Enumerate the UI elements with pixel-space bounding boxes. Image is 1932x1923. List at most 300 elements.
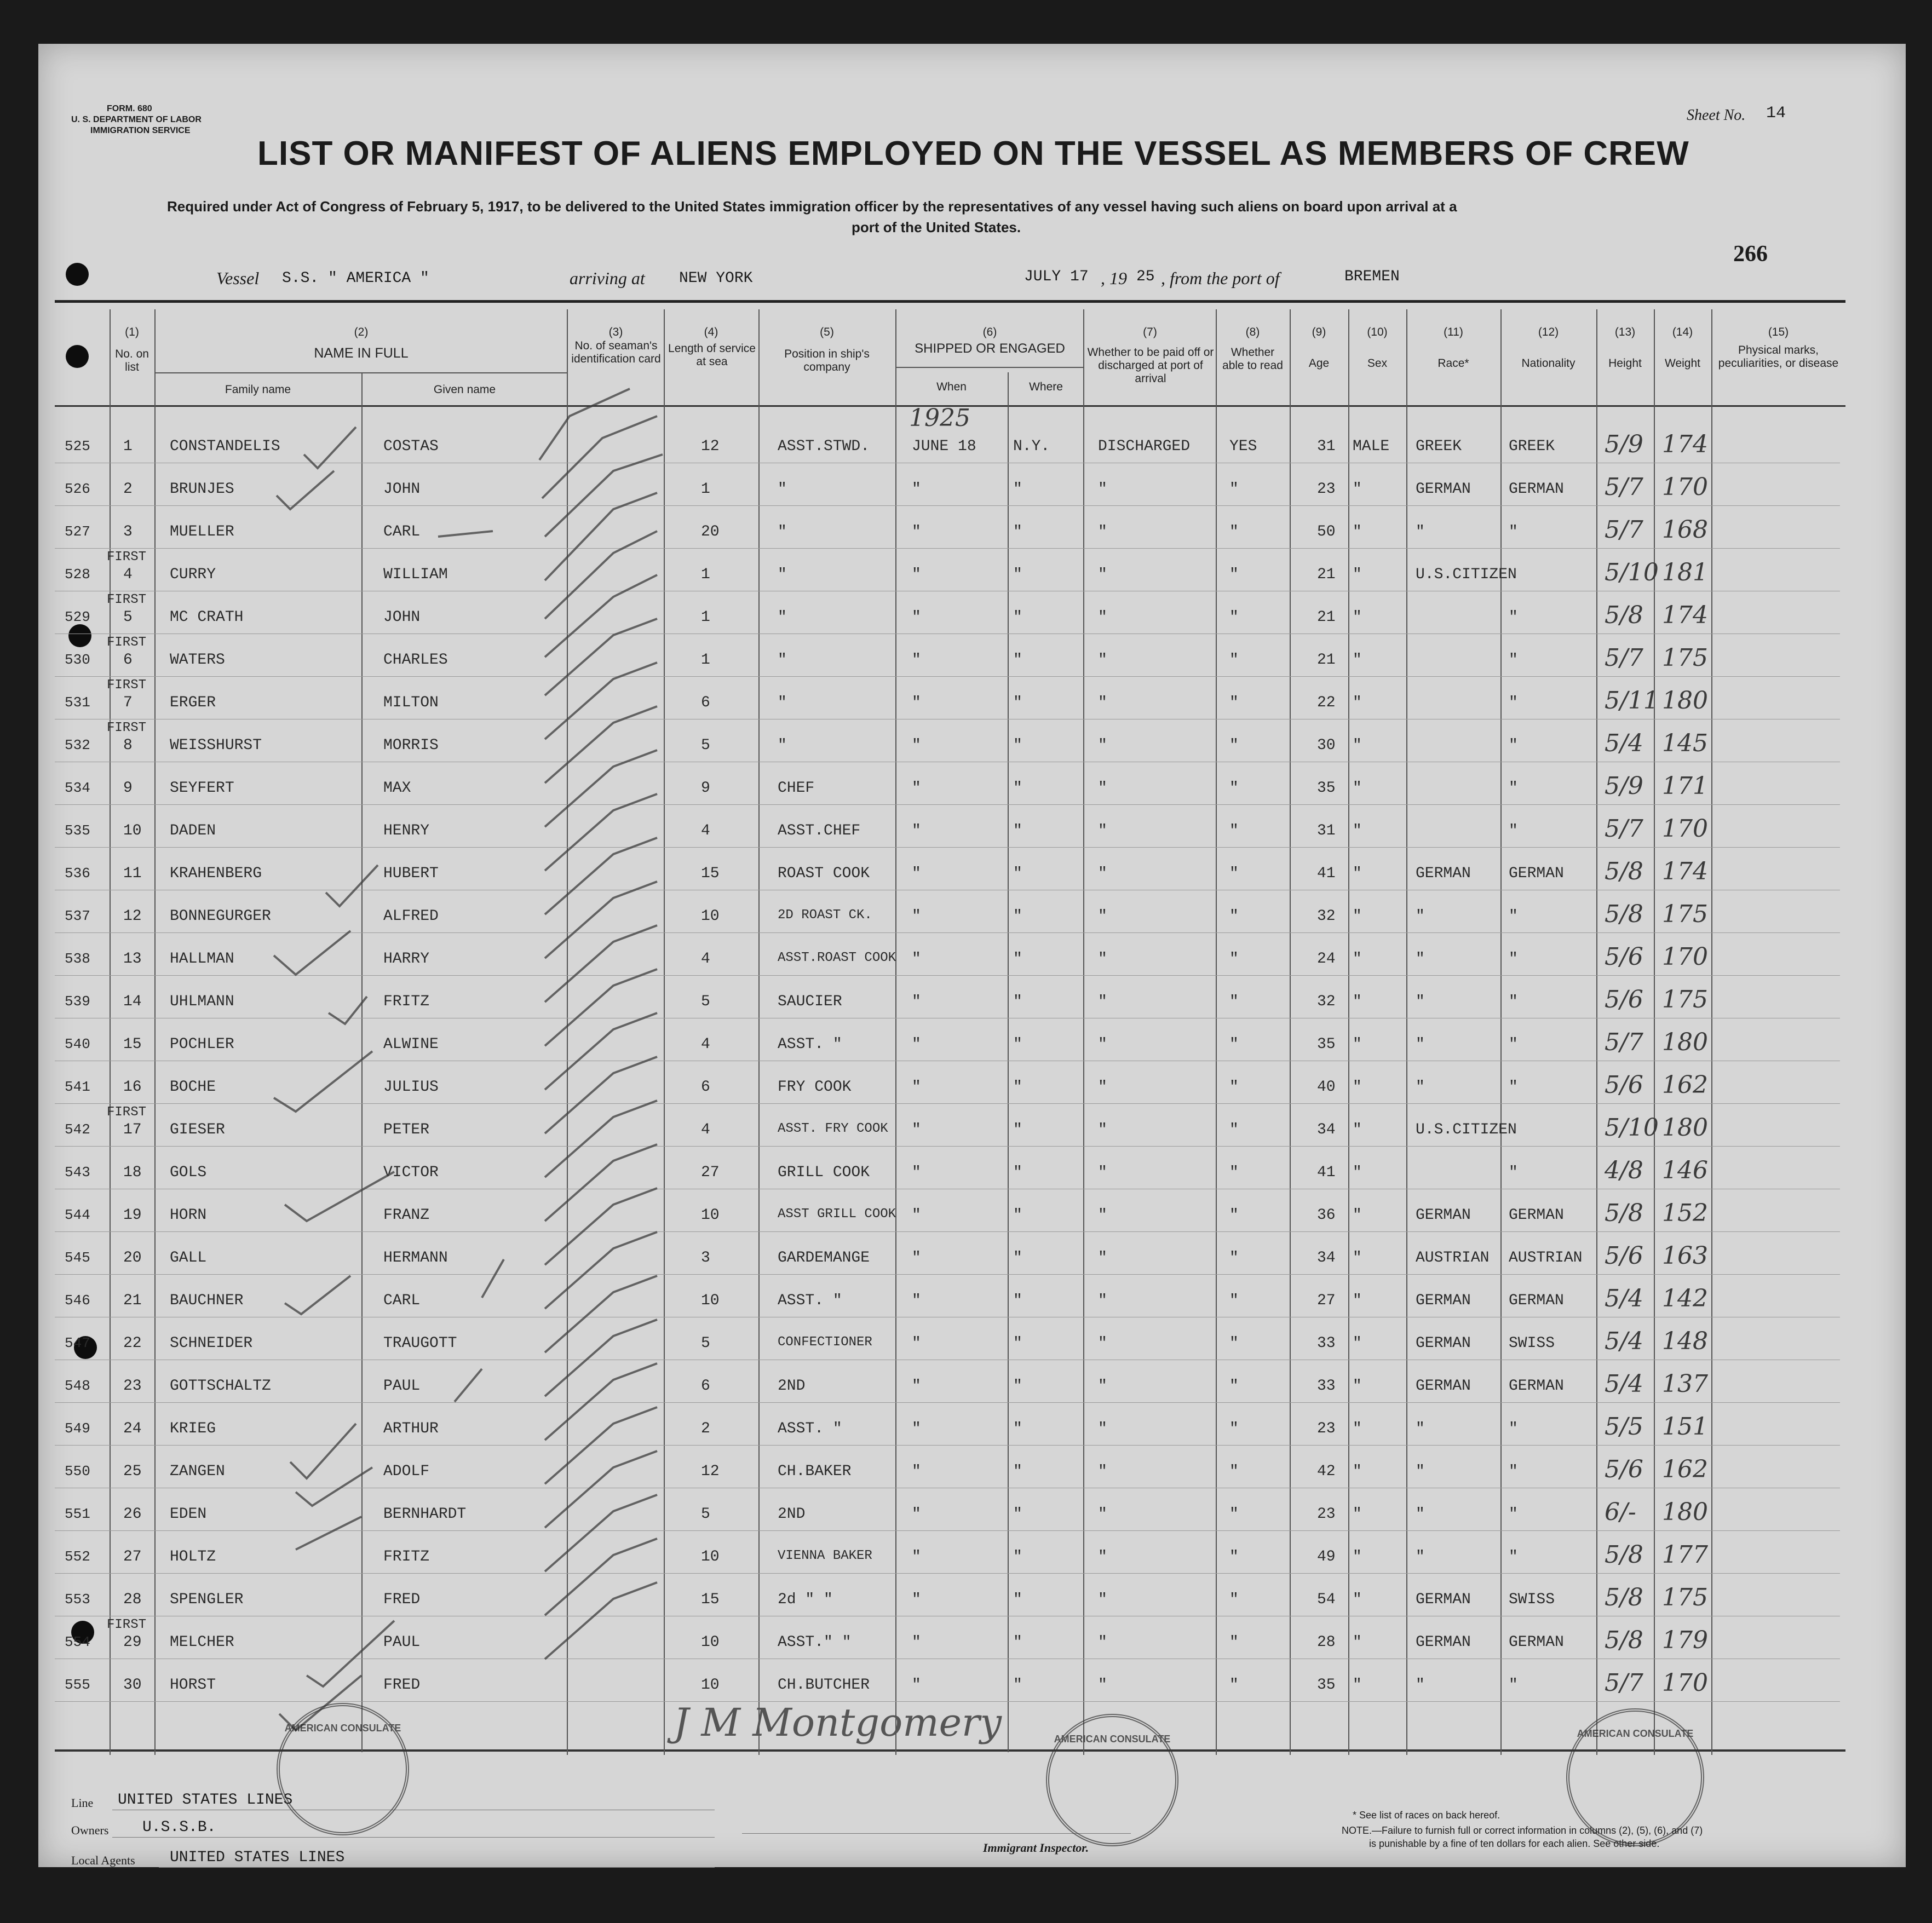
nationality: " [1509,694,1518,711]
age: 35 [1317,1677,1336,1694]
race: GERMAN [1416,1591,1471,1608]
race: " [1416,1677,1425,1694]
footer-rule [159,1867,715,1868]
weight-value: 152 [1662,1199,1708,1227]
signature: J M Montgomery [674,1700,1002,1745]
race: GERMAN [1416,1292,1471,1309]
able-to-read: YES [1229,438,1257,455]
paid-off: " [1098,908,1107,925]
shipped-when: " [912,1378,921,1395]
shipped-where: " [1013,1463,1022,1480]
shipped-when: " [912,865,921,882]
position: FRY COOK [778,1079,852,1096]
row-ref: 540 [65,1036,90,1052]
shipped-when: " [912,1207,921,1224]
race: GERMAN [1416,1378,1471,1395]
length-of-service: 4 [701,1121,710,1138]
col-header: Race* [1438,357,1469,370]
form-number: FORM. 680 [107,104,152,113]
consulate-stamp [277,1703,409,1835]
shipped-when: " [912,1121,921,1138]
row-number: 23 [123,1378,142,1395]
row-ref: 545 [65,1250,90,1266]
able-to-read: " [1229,1121,1239,1138]
position: 2d " " [778,1591,833,1608]
family-name: MUELLER [170,523,234,540]
sex: " [1353,1591,1362,1608]
first-trip-note: FIRST [107,1105,147,1120]
row-ref: 536 [65,865,90,882]
age: 34 [1317,1250,1336,1266]
weight-value: 175 [1662,644,1708,672]
row-ref: 534 [65,780,90,796]
weight-value: 148 [1662,1327,1708,1355]
shipped-when: " [912,1036,921,1053]
family-name: UHLMANN [170,993,234,1010]
line-value: UNITED STATES LINES [118,1792,293,1809]
race: GERMAN [1416,865,1471,882]
sex: " [1353,652,1362,669]
paid-off: " [1098,481,1107,498]
position: CONFECTIONER [778,1335,872,1350]
col-subheader: When [936,381,967,393]
shipped-when: " [912,652,921,669]
able-to-read: " [1229,1335,1239,1352]
row-ref: 525 [65,438,90,454]
sex: " [1353,1548,1362,1565]
nationality: GERMAN [1509,1378,1564,1395]
position: " [778,609,787,626]
col-header-num: (2) [354,326,369,338]
race: " [1416,523,1425,540]
subtitle-line-1: Required under Act of Congress of February 5, 1917, to be delivered to the United States immigration officer by the representatives of any vessel having such aliens on board upon arrival at a [167,198,1457,215]
col-header-num: (5) [820,326,834,338]
weight-value: 175 [1662,986,1708,1014]
row-ref: 532 [65,737,90,753]
footer-rule [112,1837,715,1838]
race-note: * See list of races on back hereof. [1353,1810,1500,1821]
row-number: 11 [123,865,142,882]
height-value: 5/7 [1605,815,1643,843]
weight-value: 174 [1662,857,1708,885]
sex: " [1353,609,1362,626]
col-header-num: (9) [1312,326,1326,338]
shipped-when: " [912,609,921,626]
shipped-where: " [1013,993,1022,1010]
race: " [1416,993,1425,1010]
paid-off: " [1098,609,1107,626]
row-ref: 553 [65,1591,90,1608]
age: 32 [1317,993,1336,1010]
family-name: ERGER [170,694,216,711]
age: 33 [1317,1335,1336,1352]
row-number: 21 [123,1292,142,1309]
shipped-where: " [1013,1335,1022,1352]
consulate-stamp [1566,1708,1704,1846]
shipped-when: " [912,1463,921,1480]
race: GERMAN [1416,481,1471,498]
length-of-service: 3 [701,1250,710,1266]
family-name: GOLS [170,1164,207,1181]
col-header: Whether to be paid off or discharged at port of arrival [1087,346,1214,385]
length-of-service: 4 [701,951,710,968]
height-value: 5/6 [1605,1071,1643,1099]
height-value: 5/6 [1605,943,1643,971]
paid-off: " [1098,951,1107,968]
col-header: Height [1608,357,1642,370]
consulate-stamp [1046,1714,1178,1846]
weight-value: 146 [1662,1156,1708,1184]
able-to-read: " [1229,652,1239,669]
length-of-service: 12 [701,438,720,455]
able-to-read: " [1229,481,1239,498]
age: 31 [1317,822,1336,839]
able-to-read: " [1229,1079,1239,1096]
shipped-when: " [912,1292,921,1309]
given-name: JOHN [383,609,421,626]
age: 28 [1317,1634,1336,1651]
given-name: MILTON [383,694,439,711]
given-name: ARTHUR [383,1420,439,1437]
able-to-read: " [1229,1036,1239,1053]
length-of-service: 6 [701,1378,710,1395]
family-name: EDEN [170,1506,207,1523]
able-to-read: " [1229,737,1239,754]
length-of-service: 1 [701,652,710,669]
row-ref: 550 [65,1463,90,1479]
paid-off: " [1098,822,1107,839]
col-header: NAME IN FULL [314,346,409,361]
position: " [778,652,787,669]
first-trip-note: FIRST [107,721,147,735]
race: AUSTRIAN [1416,1250,1490,1266]
shipped-where: " [1013,1677,1022,1694]
shipped-where: " [1013,1079,1022,1096]
paid-off: " [1098,694,1107,711]
sheet-number: 14 [1766,104,1786,123]
sex: MALE [1353,438,1390,455]
race: GREEK [1416,438,1462,455]
inspector-label: Immigrant Inspector. [983,1841,1089,1855]
first-trip-note: FIRST [107,1617,147,1632]
family-name: CURRY [170,566,216,583]
shipped-where: " [1013,1506,1022,1523]
nationality: " [1509,1164,1518,1181]
position: ASST. " [778,1292,842,1309]
paid-off: " [1098,1250,1107,1266]
length-of-service: 27 [701,1164,720,1181]
first-trip-note: FIRST [107,550,147,565]
age: 31 [1317,438,1336,455]
row-number: 8 [123,737,133,754]
vessel-name: S.S. " AMERICA " [282,270,429,287]
age: 33 [1317,1378,1336,1395]
row-ref: 548 [65,1378,90,1394]
col-header: Weight [1665,357,1700,370]
sex: " [1353,1292,1362,1309]
position: CHEF [778,780,815,797]
length-of-service: 2 [701,1420,710,1437]
nationality: " [1509,1548,1518,1565]
arriving-label: arriving at [570,268,645,288]
sex: " [1353,694,1362,711]
col-header: SHIPPED OR ENGAGED [915,341,1065,356]
height-value: 5/10 [1605,559,1659,586]
family-name: WATERS [170,652,225,669]
length-of-service: 10 [701,1207,720,1224]
row-number: 9 [123,780,133,797]
shipped-where: " [1013,1121,1022,1138]
row-ref: 527 [65,523,90,540]
paid-off: " [1098,1079,1107,1096]
row-number: 1 [123,438,133,455]
able-to-read: " [1229,1463,1239,1480]
length-of-service: 10 [701,1548,720,1565]
position: ASST GRILL COOK [778,1207,896,1222]
position: ROAST COOK [778,865,870,882]
weight-value: 177 [1662,1541,1708,1569]
row-number: 25 [123,1463,142,1480]
weight-value: 171 [1662,772,1708,800]
height-value: 5/7 [1605,516,1643,544]
row-ref: 531 [65,694,90,711]
shipped-when: " [912,1548,921,1565]
height-value: 5/6 [1605,1242,1643,1270]
row-ref: 535 [65,822,90,839]
weight-value: 174 [1662,601,1708,629]
given-name: HUBERT [383,865,439,882]
stamp-text: AMERICAN CONSULATE [1577,1728,1694,1739]
row-number: 17 [123,1121,142,1138]
height-value: 5/8 [1605,1584,1643,1611]
height-value: 5/8 [1605,1199,1643,1227]
race: U.S.CITIZEN [1416,566,1517,583]
family-name: HORN [170,1207,207,1224]
family-name: GOTTSCHALTZ [170,1378,271,1395]
from-label: , from the port of [1161,268,1280,288]
able-to-read: " [1229,566,1239,583]
length-of-service: 10 [701,1634,720,1651]
sex: " [1353,1463,1362,1480]
height-value: 5/4 [1605,1285,1643,1312]
sex: " [1353,737,1362,754]
given-name: COSTAS [383,438,439,455]
able-to-read: " [1229,822,1239,839]
row-ref: 552 [65,1548,90,1565]
race: " [1416,951,1425,968]
given-name: BERNHARDT [383,1506,467,1523]
age: 24 [1317,951,1336,968]
shipped-where: " [1013,780,1022,797]
position: ASST.CHEF [778,822,861,839]
shipped-where: " [1013,1250,1022,1266]
sex: " [1353,1420,1362,1437]
height-value: 6/- [1605,1498,1636,1526]
row-number: 10 [123,822,142,839]
age: 23 [1317,1506,1336,1523]
nationality: " [1509,1463,1518,1480]
agents-value: UNITED STATES LINES [170,1849,345,1866]
col-header-num: (4) [704,326,718,338]
family-name: HOLTZ [170,1548,216,1565]
nationality: GERMAN [1509,1634,1564,1651]
age: 23 [1317,481,1336,498]
shipped-where: " [1013,865,1022,882]
age: 27 [1317,1292,1336,1309]
row-ref: 528 [65,566,90,583]
able-to-read: " [1229,1207,1239,1224]
shipped-when: " [912,993,921,1010]
weight-value: 168 [1662,516,1708,544]
position: ASST." " [778,1634,852,1651]
given-name: FRITZ [383,1548,430,1565]
race: " [1416,1548,1425,1565]
length-of-service: 4 [701,822,710,839]
row-number: 13 [123,951,142,968]
length-of-service: 10 [701,908,720,925]
position: " [778,481,787,498]
row-number: 4 [123,566,133,583]
row-number: 7 [123,694,133,711]
col-header-num: (3) [608,326,623,338]
nationality: " [1509,951,1518,968]
weight-value: 137 [1662,1370,1708,1398]
row-ref: 544 [65,1207,90,1223]
nationality: " [1509,1677,1518,1694]
paid-off: " [1098,1677,1107,1694]
paid-off: " [1098,1420,1107,1437]
paid-off: DISCHARGED [1098,438,1191,455]
row-number: 20 [123,1250,142,1266]
family-name: WEISSHURST [170,737,262,754]
owners-value: U.S.S.B. [142,1819,216,1836]
given-name: ALFRED [383,908,439,925]
col-subheader: Family name [225,383,291,396]
paid-off: " [1098,1121,1107,1138]
given-name: CARL [383,1292,421,1309]
height-value: 5/6 [1605,1455,1643,1483]
row-ref: 547 [65,1335,90,1351]
col-header-num: (7) [1143,326,1157,338]
given-name: TRAUGOTT [383,1335,457,1352]
given-name: FRANZ [383,1207,430,1224]
weight-value: 174 [1662,430,1708,458]
row-number: 28 [123,1591,142,1608]
nationality: GERMAN [1509,481,1564,498]
height-value: 5/8 [1605,1541,1643,1569]
length-of-service: 5 [701,1506,710,1523]
shipped-where: " [1013,609,1022,626]
department: U. S. DEPARTMENT OF LABOR [71,115,202,124]
sex: " [1353,566,1362,583]
row-ref: 526 [65,481,90,497]
sex: " [1353,1164,1362,1181]
able-to-read: " [1229,1548,1239,1565]
paid-off: " [1098,1463,1107,1480]
weight-value: 180 [1662,1028,1708,1056]
paid-off: " [1098,1335,1107,1352]
weight-value: 142 [1662,1285,1708,1312]
shipped-when: " [912,1164,921,1181]
row-ref: 542 [65,1121,90,1138]
length-of-service: 1 [701,481,710,498]
paid-off: " [1098,1634,1107,1651]
position: " [778,737,787,754]
vessel-label: Vessel [216,268,260,288]
shipped-when: " [912,1677,921,1694]
family-name: BAUCHNER [170,1292,244,1309]
family-name: POCHLER [170,1036,234,1053]
sex: " [1353,1506,1362,1523]
paid-off: " [1098,1292,1107,1309]
position: ASST.STWD. [778,438,870,455]
given-name: JULIUS [383,1079,439,1096]
col-header: Position in ship's company [784,348,870,373]
family-name: ZANGEN [170,1463,225,1480]
given-name: PAUL [383,1634,421,1651]
weight-value: 181 [1662,559,1708,586]
family-name: SEYFERT [170,780,234,797]
shipped-where: " [1013,481,1022,498]
position: " [778,566,787,583]
shipped-when: " [912,1506,921,1523]
shipped-when: " [912,1420,921,1437]
family-name: HALLMAN [170,951,234,968]
col-header: Physical marks, peculiarities, or disease [1718,344,1839,370]
paid-off: " [1098,1164,1107,1181]
race: GERMAN [1416,1634,1471,1651]
col-header: No. of seaman's identification card [571,339,661,365]
subtitle-line-2: port of the United States. [852,219,1021,235]
row-ref: 555 [65,1677,90,1693]
height-value: 5/7 [1605,1028,1643,1056]
height-value: 5/4 [1605,729,1643,757]
col-header-num: (14) [1672,326,1693,338]
shipped-when: JUNE 18 [912,438,976,455]
length-of-service: 12 [701,1463,720,1480]
given-name: JOHN [383,481,421,498]
length-of-service: 6 [701,694,710,711]
given-name: MORRIS [383,737,439,754]
nationality: " [1509,652,1518,669]
height-value: 5/10 [1605,1114,1659,1142]
col-header-num: (13) [1614,326,1636,338]
stamp-text: AMERICAN CONSULATE [284,1723,401,1734]
race: GERMAN [1416,1335,1471,1352]
col-header-num: (6) [982,326,997,338]
paid-off: " [1098,865,1107,882]
year-prefix: , 19 [1101,268,1127,288]
row-number: 29 [123,1634,142,1651]
able-to-read: " [1229,908,1239,925]
nationality: " [1509,1079,1518,1096]
position: CH.BAKER [778,1463,852,1480]
family-name: BOCHE [170,1079,216,1096]
sex: " [1353,1250,1362,1266]
row-ref: 551 [65,1506,90,1522]
paid-off: " [1098,1506,1107,1523]
paid-off: " [1098,780,1107,797]
sheet-label: Sheet No. [1687,107,1746,124]
given-name: FRED [383,1591,421,1608]
shipped-when: " [912,908,921,925]
shipped-when: " [912,1079,921,1096]
family-name: BONNEGURGER [170,908,271,925]
given-name: CARL [383,523,421,540]
able-to-read: " [1229,523,1239,540]
position: " [778,523,787,540]
row-number: 5 [123,609,133,626]
